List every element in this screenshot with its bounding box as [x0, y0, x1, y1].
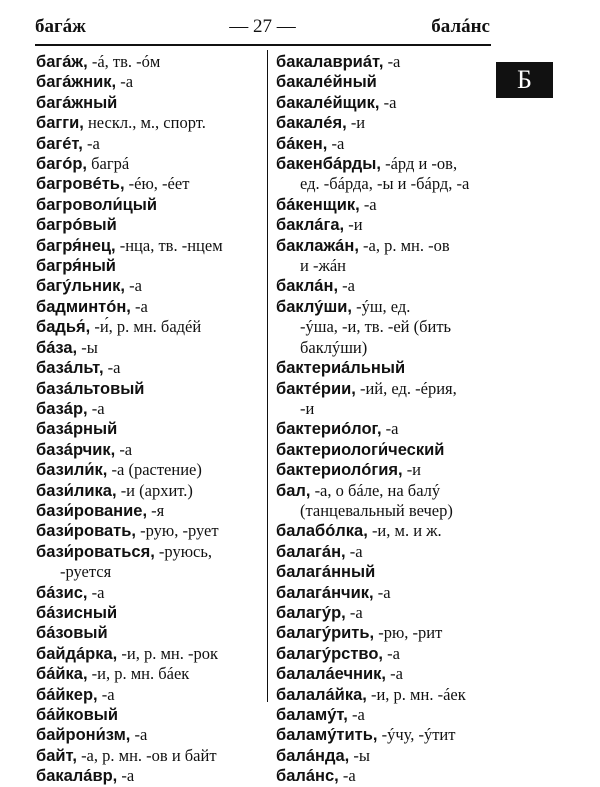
dictionary-entry — [276, 481, 469, 501]
entry-grammar: -а — [125, 276, 142, 296]
dictionary-entry — [276, 338, 469, 358]
headword: багóр, — [36, 155, 87, 174]
dictionary-entry — [36, 379, 223, 399]
dictionary-entry — [276, 623, 469, 643]
headword: байдáрка, — [36, 644, 118, 663]
dictionary-entry — [276, 664, 469, 684]
dictionary-entry — [36, 52, 223, 72]
dictionary-entry — [36, 623, 223, 643]
dictionary-entry — [276, 297, 469, 317]
entry-grammar: -и — [344, 215, 363, 235]
headword: бадминтóн, — [36, 297, 131, 316]
headword: бакалéйщик, — [276, 93, 380, 112]
headword: бáкен, — [276, 134, 328, 153]
dictionary-entry — [36, 501, 223, 521]
entry-grammar: -и́, р. мн. бадéй — [90, 317, 202, 337]
headword: балагáн, — [276, 542, 346, 561]
headword: багроволи́цый — [36, 195, 157, 214]
dictionary-entry — [276, 440, 469, 460]
entry-grammar: -и — [402, 460, 422, 480]
headword: багря́ный — [36, 257, 116, 276]
headword: бал, — [276, 481, 311, 500]
entry-grammar: -руюсь, — [154, 541, 212, 561]
right-column — [276, 52, 469, 787]
entry-grammar: -ýша, -и, тв. -ей (бить — [300, 317, 452, 337]
headword: баклáн, — [276, 277, 339, 296]
dictionary-entry — [276, 644, 469, 664]
entry-grammar: ед. -бáрда, -ы и -бáрд, -а — [300, 174, 470, 194]
entry-grammar: и -жáн — [300, 256, 347, 276]
entry-grammar: -а — [103, 358, 121, 378]
headword: багáжник, — [36, 73, 117, 92]
dictionary-entry — [276, 379, 469, 399]
headword: бáзисный — [36, 603, 118, 622]
entry-grammar: -руется — [60, 562, 112, 582]
headword: базили́к, — [36, 461, 108, 480]
dictionary-entry — [36, 542, 223, 562]
headword: балáнда, — [276, 746, 350, 765]
entry-grammar: баклýши) — [300, 337, 368, 357]
headword: бáза, — [36, 338, 78, 357]
dictionary-entry — [276, 521, 469, 541]
entry-grammar: -а — [345, 602, 363, 622]
page-number: — 27 — — [229, 16, 296, 37]
entry-grammar: -и, р. мн. бáек — [87, 664, 190, 684]
headword: бáйковый — [36, 706, 119, 724]
dictionary-entry — [276, 583, 469, 603]
dictionary-entry — [276, 236, 469, 256]
entry-grammar: -а — [115, 439, 133, 459]
dictionary-entry — [276, 113, 469, 133]
headword: бази́лика, — [36, 481, 117, 500]
dictionary-entry — [36, 705, 223, 725]
entry-grammar: -а — [347, 705, 365, 724]
entry-grammar: -и, р. мн. -рок — [117, 643, 218, 663]
entry-grammar: -а — [87, 582, 105, 602]
entry-grammar: -а, р. мн. -ов — [358, 235, 450, 255]
dictionary-entry — [36, 644, 223, 664]
headword: баламýт, — [276, 706, 348, 724]
headword: бáйка, — [36, 665, 88, 684]
dictionary-entry — [276, 317, 469, 337]
dictionary-entry — [36, 440, 223, 460]
dictionary-entry — [36, 481, 223, 501]
dictionary-entry — [276, 501, 469, 521]
headword: багрóвый — [36, 216, 117, 235]
entry-grammar: -и — [300, 398, 315, 418]
dictionary-entry — [276, 419, 469, 439]
entry-grammar: -ýш, ед. — [351, 296, 411, 316]
dictionary-entry — [36, 276, 223, 296]
dictionary-entry — [36, 685, 223, 705]
headword: бáкенщик, — [276, 195, 360, 214]
headword: баклýши, — [276, 297, 352, 316]
headword: бази́роваться, — [36, 542, 155, 561]
dictionary-entry — [36, 419, 223, 439]
headword: багровéть, — [36, 175, 125, 194]
headword: бáйкер, — [36, 685, 98, 704]
dictionary-entry — [276, 52, 469, 72]
headword: балагýр, — [276, 603, 346, 622]
entry-grammar: -áрд и -ов, — [380, 154, 458, 174]
dictionary-entry — [36, 93, 223, 113]
dictionary-entry — [36, 338, 223, 358]
entry-grammar: -а — [327, 133, 345, 153]
entry-grammar: -и, р. мн. -áек — [366, 684, 466, 704]
entry-grammar: -а, о бáле, на балý — [310, 480, 441, 500]
dictionary-entry — [36, 603, 223, 623]
dictionary-entry — [276, 195, 469, 215]
dictionary-entry — [276, 725, 469, 745]
dictionary-entry — [276, 460, 469, 480]
headword: бази́ровать, — [36, 522, 136, 541]
headword: балагýрство, — [276, 644, 384, 663]
left-column — [36, 52, 223, 787]
headword: базáльтовый — [36, 379, 145, 398]
header-last-word: балáнс — [431, 16, 490, 37]
headword: бази́рование, — [36, 501, 148, 520]
headword: балагáнный — [276, 563, 376, 582]
dictionary-entry — [36, 256, 223, 276]
headword: бактериолóгия, — [276, 461, 403, 480]
headword: бактериóлог, — [276, 420, 382, 439]
entry-grammar: -а — [97, 684, 115, 704]
dictionary-entry — [36, 236, 223, 256]
entry-grammar: -ы — [349, 745, 370, 765]
entry-grammar: -а — [82, 133, 100, 153]
dictionary-entry — [276, 72, 469, 92]
entry-grammar: -и, м. и ж. — [367, 521, 442, 541]
entry-grammar: -а — [345, 541, 363, 561]
dictionary-entry — [36, 174, 223, 194]
dictionary-entry — [276, 705, 469, 725]
headword: балáнс, — [276, 767, 339, 786]
entry-grammar: -ы — [77, 337, 98, 357]
headword: багáж, — [36, 53, 88, 71]
dictionary-entry — [276, 562, 469, 582]
dictionary-entry — [276, 399, 469, 419]
entry-grammar: -а — [373, 582, 391, 602]
dictionary-entry — [36, 195, 223, 215]
entry-grammar: багрá — [86, 154, 130, 174]
headword: балагýрить, — [276, 624, 375, 643]
entry-grammar: -а — [117, 766, 135, 786]
dictionary-entry — [276, 746, 469, 766]
headword: бадья́, — [36, 318, 91, 337]
entry-grammar: -а — [359, 194, 377, 214]
entry-grammar: -а — [381, 419, 399, 439]
entry-grammar: -ýчу, -ýтит — [377, 725, 456, 745]
entry-grammar: -и (архит.) — [116, 480, 193, 500]
dictionary-entry — [276, 358, 469, 378]
entry-grammar: -а — [383, 643, 400, 663]
dictionary-entry — [276, 93, 469, 113]
headword: бакалéя, — [276, 114, 347, 133]
dictionary-entry — [36, 399, 223, 419]
dictionary-entry — [276, 215, 469, 235]
dictionary-entry — [276, 256, 469, 276]
dictionary-entry — [36, 562, 223, 582]
headword: бакалавриáт, — [276, 53, 384, 71]
dictionary-entry — [36, 215, 223, 235]
entry-grammar: -рую, -рует — [135, 521, 219, 541]
dictionary-entry — [36, 664, 223, 684]
headword: базáльт, — [36, 359, 104, 378]
entry-grammar: нескл., м., спорт. — [83, 113, 206, 133]
headword: багги, — [36, 114, 84, 133]
dictionary-entry — [276, 154, 469, 174]
dictionary-entry — [36, 113, 223, 133]
headword: багéт, — [36, 134, 83, 153]
headword: балагáнчик, — [276, 583, 374, 602]
headword: байт, — [36, 746, 77, 765]
header-first-word: багáж — [35, 16, 86, 37]
headword: балалáйка, — [276, 685, 367, 704]
dictionary-entry — [276, 766, 469, 786]
entry-grammar: -а — [130, 296, 148, 316]
entry-grammar: -рю, -рит — [374, 623, 443, 643]
dictionary-entry — [36, 521, 223, 541]
headword: базáрчик, — [36, 440, 116, 459]
entry-grammar: -а — [338, 276, 355, 296]
page-header — [35, 14, 490, 40]
headword: бактéрии, — [276, 379, 356, 398]
entry-grammar: -нца, тв. -нцем — [115, 235, 223, 255]
headword: бакалéйный — [276, 73, 377, 92]
entry-grammar: -я — [147, 500, 165, 520]
section-letter-tab: Б — [496, 62, 553, 98]
entry-grammar: -а — [338, 766, 356, 786]
entry-grammar: -а — [383, 52, 401, 71]
dictionary-entry — [276, 174, 469, 194]
entry-grammar: (танцевальный вечер) — [300, 500, 453, 520]
dictionary-entry — [276, 603, 469, 623]
headword: бáзовый — [36, 624, 108, 643]
entry-grammar: -а — [116, 72, 134, 92]
entry-grammar: -и — [346, 113, 366, 133]
dictionary-entry — [36, 72, 223, 92]
dictionary-entry — [36, 134, 223, 154]
dictionary-entry — [36, 746, 223, 766]
headword: багря́нец, — [36, 236, 116, 255]
headword: багáжный — [36, 93, 118, 112]
headword: бакалáвр, — [36, 767, 118, 786]
entry-grammar: -а (растение) — [107, 460, 202, 480]
headword: балабóлка, — [276, 522, 368, 541]
header-rule — [35, 44, 491, 46]
dictionary-entry — [36, 297, 223, 317]
dictionary-entry — [36, 460, 223, 480]
entry-grammar: -ий, ед. -éрия, — [355, 378, 457, 398]
dictionary-entry — [276, 276, 469, 296]
headword: базáр, — [36, 399, 88, 418]
headword: баламýтить, — [276, 726, 378, 745]
dictionary-entry — [36, 358, 223, 378]
entry-grammar: -á, тв. -óм — [87, 52, 161, 71]
dictionary-entry — [36, 154, 223, 174]
entry-grammar: -а, р. мн. -ов и байт — [76, 745, 217, 765]
headword: бактериáльный — [276, 359, 406, 378]
headword: баклáга, — [276, 216, 345, 235]
dictionary-entry — [276, 134, 469, 154]
headword: базáрный — [36, 420, 118, 439]
headword: бакенбáрды, — [276, 155, 381, 174]
dictionary-entry — [276, 685, 469, 705]
dictionary-entry — [36, 725, 223, 745]
dictionary-entry — [36, 583, 223, 603]
headword: балалáечник, — [276, 665, 386, 684]
headword: багýльник, — [36, 277, 125, 296]
column-divider — [267, 50, 268, 702]
entry-grammar: -а — [385, 664, 403, 684]
headword: бактериологи́ческий — [276, 440, 445, 459]
headword: баклажáн, — [276, 236, 359, 255]
headword: бáзис, — [36, 583, 88, 602]
dictionary-entry — [276, 542, 469, 562]
dictionary-entry — [36, 317, 223, 337]
dictionary-entry — [36, 766, 223, 786]
entry-grammar: -éю, -éет — [124, 174, 190, 194]
entry-grammar: -а — [130, 725, 148, 745]
entry-grammar: -а — [87, 398, 105, 418]
entry-grammar: -а — [379, 92, 397, 112]
headword: байрони́зм, — [36, 726, 131, 745]
